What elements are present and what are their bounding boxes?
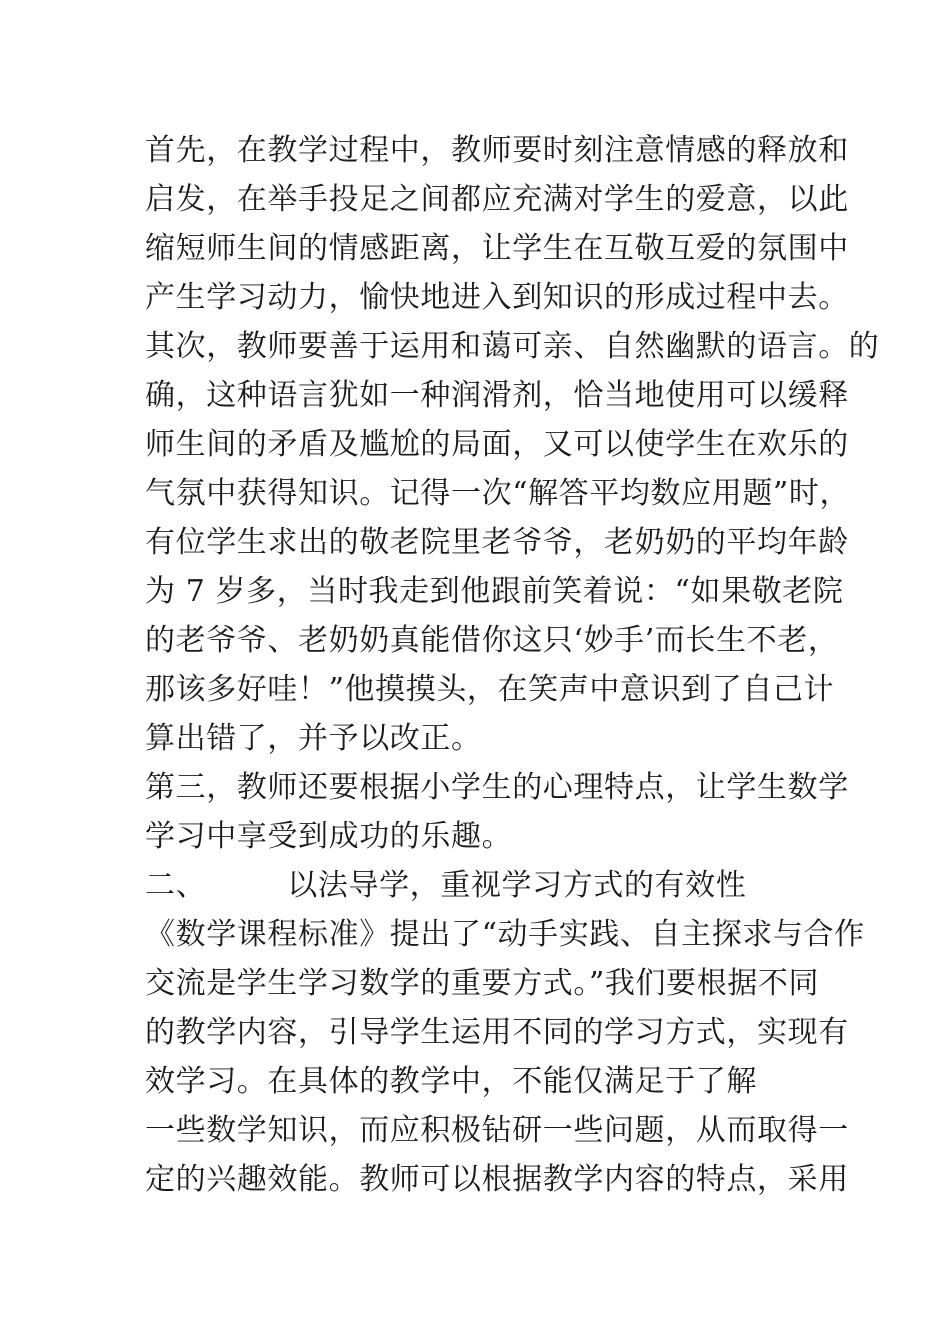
text-line-17: 《数学课程标准》提出了“动手实践、自主探求与合作 (145, 917, 865, 952)
text-line-4: 产生学习动力，愉快地进入到知识的形成过程中去。 (145, 280, 849, 315)
text-line-20: 效学习。在具体的教学中，不能仅满足于了解 (145, 1064, 757, 1099)
text-line-11: 的老爷爷、老奶奶真能借你这只‘妙手’而长生不老， (145, 623, 839, 658)
text-line-14: 第三，教师还要根据小学生的心理特点，让学生数学 (145, 770, 849, 805)
section-heading: 二、 以法导学，重视学习方式的有效性 (145, 868, 747, 903)
text-line-5: 其次，教师要善于运用和蔼可亲、自然幽默的语言。的 (145, 329, 880, 364)
body-text (145, 126, 880, 1204)
text-line-10: 为 7 岁多，当时我走到他跟前笑着说：“如果敬老院 (145, 574, 844, 609)
text-line-19: 的教学内容，引导学生运用不同的学习方式，实现有 (145, 1015, 849, 1050)
text-line-7: 师生间的矛盾及尴尬的局面，又可以使学生在欢乐的 (145, 427, 849, 462)
text-line-1: 首先，在教学过程中，教师要时刻注意情感的释放和 (145, 133, 849, 168)
text-line-6: 确，这种语言犹如一种润滑剂，恰当地使用可以缓释 (145, 378, 849, 413)
text-line-3: 缩短师生间的情感距离，让学生在互敬互爱的氛围中 (145, 231, 849, 266)
text-line-2: 启发，在举手投足之间都应充满对学生的爱意，以此 (145, 182, 849, 217)
text-line-21: 一些数学知识，而应积极钻研一些问题，从而取得一 (145, 1113, 849, 1148)
text-line-12: 那该多好哇！”他摸摸头，在笑声中意识到了自己计 (145, 672, 835, 707)
text-line-13: 算出错了，并予以改正。 (145, 721, 482, 756)
text-line-8: 气氛中获得知识。记得一次“解答平均数应用题”时， (145, 476, 851, 511)
text-line-18: 交流是学生学习数学的重要方式。”我们要根据不同 (145, 966, 820, 1001)
text-line-15: 学习中享受到成功的乐趣。 (145, 819, 513, 854)
text-line-22: 定的兴趣效能。教师可以根据教学内容的特点，采用 (145, 1162, 849, 1197)
text-line-9: 有位学生求出的敬老院里老爷爷，老奶奶的平均年龄 (145, 525, 849, 560)
